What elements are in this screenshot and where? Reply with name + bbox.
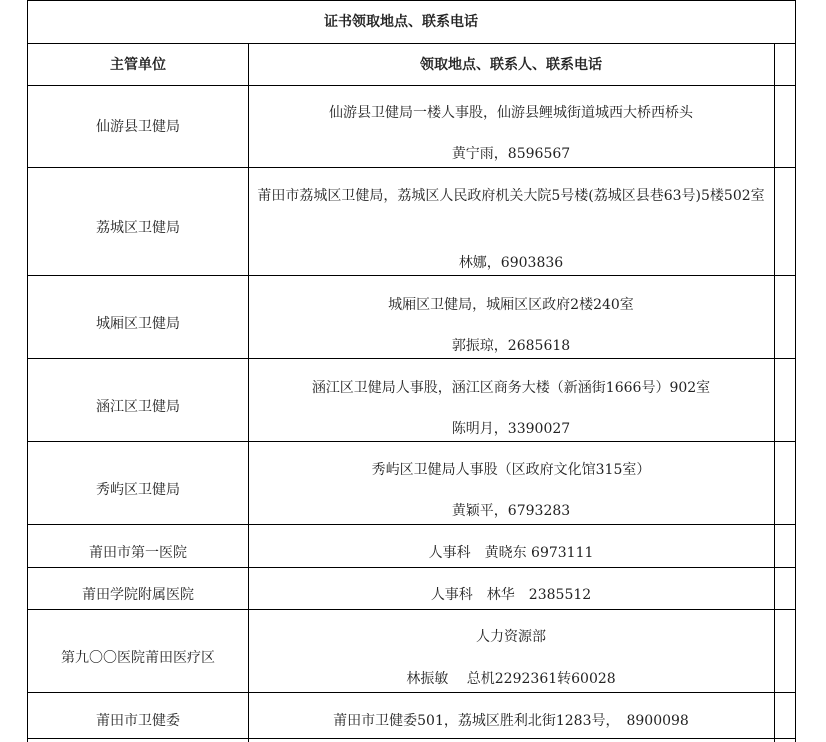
row-contact: 陈明月，3390027	[451, 421, 571, 437]
row-address: 涵江区卫健局人事股，涵江区商务大楼（新涵街1666号）902室	[311, 380, 711, 396]
row-address: 城厢区卫健局，城厢区区政府2楼240室	[388, 297, 634, 313]
header-unit: 主管单位	[110, 57, 166, 73]
row-contact: 黄宁雨，8596567	[451, 146, 571, 162]
row-unit: 第九〇〇医院莆田医疗区	[61, 650, 215, 666]
row-unit: 莆田市卫健委	[96, 713, 180, 729]
row-contact: 黄颖平，6793283	[451, 503, 571, 519]
row-unit: 莆田学院附属医院	[82, 587, 194, 603]
row-contact: 郭振琼，2685618	[451, 338, 571, 354]
row-unit: 荔城区卫健局	[96, 220, 180, 236]
row-unit: 城厢区卫健局	[96, 316, 180, 332]
row-address: 仙游县卫健局一楼人事股，仙游县鲤城街道城西大桥西桥头	[329, 105, 693, 121]
row-address: 莆田市荔城区卫健局，荔城区人民政府机关大院5号楼(荔城区县巷63号)5楼502室	[257, 188, 765, 204]
row-contact: 林振敏 总机2292361转60028	[406, 671, 616, 687]
row-address: 莆田市卫健委501，荔城区胜利北街1283号， 8900098	[333, 713, 689, 729]
row-contact: 林娜，6903836	[458, 255, 564, 271]
row-unit: 涵江区卫健局	[96, 399, 180, 415]
table-title: 证书领取地点、联系电话	[324, 14, 478, 30]
header-info: 领取地点、联系人、联系电话	[420, 57, 602, 73]
row-address: 人事科 黄晓东 6973111	[428, 545, 594, 561]
row-address: 人力资源部	[476, 629, 546, 645]
row-unit: 仙游县卫健局	[96, 119, 180, 135]
row-unit: 莆田市第一医院	[89, 545, 187, 561]
row-address: 秀屿区卫健局人事股（区政府文化馆315室）	[371, 462, 651, 478]
row-unit: 秀屿区卫健局	[96, 482, 180, 498]
row-address: 人事科 林华 2385512	[430, 587, 592, 603]
